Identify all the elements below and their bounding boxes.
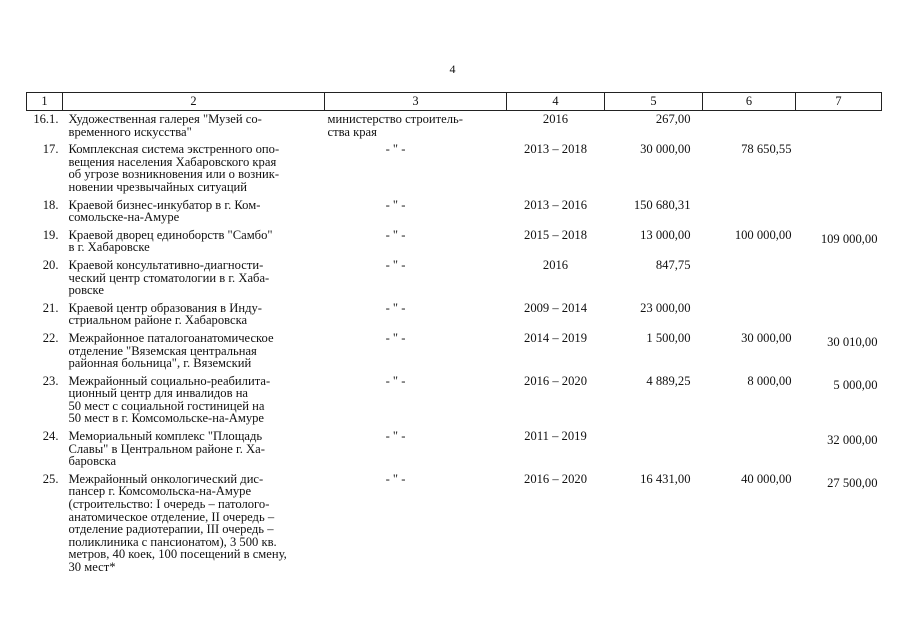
row-number: 22.	[42, 330, 59, 345]
table-row	[27, 330, 882, 373]
amount-column-5: 4 889,25	[646, 373, 691, 388]
implementation-period: 2014 – 2019	[524, 330, 587, 345]
amount-column-6	[703, 428, 796, 471]
implementation-period: 2013 – 2016	[524, 197, 587, 212]
amount-value: 5 000,00	[833, 377, 878, 392]
responsible-organization: - " -	[385, 227, 406, 242]
object-name: Краевой центр образования в Инду- стриальном районе г. Хабаровска	[68, 300, 262, 328]
amount-column-6: 78 650,55	[741, 142, 792, 157]
object-name: Краевой бизнес-инкубатор в г. Ком- сомольске-на-Амуре	[68, 197, 261, 225]
responsible-organization: - " -	[385, 142, 406, 157]
column-header: 7	[796, 93, 882, 111]
row-number: 17.	[42, 142, 59, 157]
amount-column-7	[796, 330, 882, 373]
object-name: Комплексная система экстренного опо- вещения населения Хабаровского края об угрозе возникновения или о возник- новении чрезвычайных ситуаций	[68, 142, 280, 194]
amount-column-5	[605, 428, 703, 471]
responsible-organization: - " -	[385, 330, 406, 345]
object-name: Краевой консультативно-диагности- ческий центр стоматологии в г. Хаба- ровске	[68, 257, 270, 298]
responsible-organization: - " -	[385, 197, 406, 212]
amount-column-5: 267,00	[655, 112, 691, 126]
amount-column-6	[703, 197, 796, 227]
responsible-organization: - " -	[385, 257, 406, 272]
row-number: 18.	[42, 197, 59, 212]
responsible-organization: министерство строитель- ства края	[327, 112, 463, 139]
amount-value: 109 000,00	[820, 231, 878, 246]
row-number: 21.	[42, 300, 59, 315]
amount-column-7	[796, 471, 882, 577]
amount-column-6: 40 000,00	[741, 471, 792, 486]
amount-column-6	[703, 111, 796, 142]
table-row	[27, 373, 882, 428]
amount-column-7	[796, 227, 882, 257]
amount-value: 30 010,00	[827, 334, 878, 349]
column-header: 6	[703, 93, 796, 111]
column-header: 2	[63, 93, 325, 111]
table-row	[27, 197, 882, 227]
amount-column-5: 16 431,00	[640, 471, 691, 486]
table-row	[27, 141, 882, 196]
row-number: 24.	[42, 429, 59, 444]
amount-column-6	[703, 257, 796, 300]
amount-column-7	[796, 197, 882, 227]
object-name: Мемориальный комплекс "Площадь Славы" в Центральном районе г. Ха- баровска	[68, 429, 265, 469]
object-name: Краевой дворец единоборств "Самбо" в г. Хабаровске	[68, 227, 273, 255]
table-row	[27, 227, 882, 257]
row-number: 16.1.	[33, 112, 59, 126]
amount-column-6: 30 000,00	[741, 330, 792, 345]
amount-column-5: 13 000,00	[640, 227, 691, 242]
column-header: 3	[325, 93, 507, 111]
object-name: Межрайонное паталогоанатомическое отделение "Вяземская центральная районная больница", г. Вяземский	[68, 330, 274, 371]
amount-column-7	[796, 111, 882, 142]
amount-column-5: 150 680,31	[633, 197, 691, 212]
column-header: 5	[605, 93, 703, 111]
table-row	[27, 257, 882, 300]
row-number: 25.	[42, 471, 59, 486]
responsible-organization: - " -	[385, 373, 406, 388]
table-header-row	[27, 93, 882, 111]
amount-column-5: 30 000,00	[640, 142, 691, 157]
amount-column-6	[703, 300, 796, 330]
amount-column-5: 23 000,00	[640, 300, 691, 315]
object-name: Художественная галерея "Музей со- временного искусства"	[68, 112, 262, 139]
implementation-period: 2009 – 2014	[524, 300, 587, 315]
amount-column-6: 8 000,00	[747, 373, 792, 388]
implementation-period: 2016 – 2020	[524, 373, 587, 388]
table-row	[27, 111, 882, 142]
responsible-organization: - " -	[385, 300, 406, 315]
amount-column-7	[796, 141, 882, 196]
object-name: Межрайонный онкологический дис- пансер г. Комсомольска-на-Амуре (строительство: I очередь – патолого- анатомическое отделение, II очередь – отделение радиотерапии, III очередь – поликлиника с пансионатом), 3 500 кв. метров, 40 коек, 100 посещений в смену, 30 мест*	[68, 471, 287, 574]
amount-column-5: 847,75	[655, 257, 691, 272]
column-header: 1	[27, 93, 63, 111]
amount-column-7	[796, 257, 882, 300]
object-name: Межрайонный социально-реабилита- ционный центр для инвалидов на 50 мест с социальной гостиницей на 50 мест в г. Комсомольске-на-Амуре	[68, 373, 271, 426]
table-row	[27, 471, 882, 577]
responsible-organization: - " -	[385, 471, 406, 486]
amount-value: 27 500,00	[827, 475, 878, 490]
responsible-organization: - " -	[385, 429, 406, 444]
amount-value: 32 000,00	[827, 433, 878, 448]
table-row	[27, 428, 882, 471]
implementation-period: 2016	[542, 112, 569, 126]
amount-column-7	[796, 373, 882, 428]
column-header: 4	[507, 93, 605, 111]
table-row	[27, 300, 882, 330]
implementation-period: 2015 – 2018	[524, 227, 587, 242]
row-number: 23.	[42, 373, 59, 388]
implementation-period: 2013 – 2018	[524, 142, 587, 157]
page-number: 4	[449, 62, 456, 76]
row-number: 19.	[42, 227, 59, 242]
implementation-period: 2016	[542, 257, 569, 272]
row-number: 20.	[42, 257, 59, 272]
amount-column-6: 100 000,00	[734, 227, 792, 242]
amount-column-5: 1 500,00	[646, 330, 691, 345]
implementation-period: 2016 – 2020	[524, 471, 587, 486]
projects-table	[26, 92, 882, 577]
amount-column-7	[796, 300, 882, 330]
implementation-period: 2011 – 2019	[524, 429, 587, 444]
amount-column-7	[796, 428, 882, 471]
